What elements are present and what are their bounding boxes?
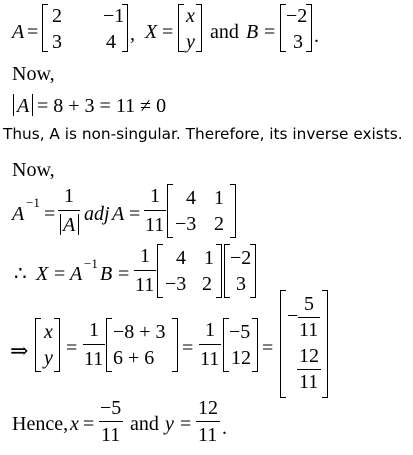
equals-sign: =: [83, 413, 95, 435]
and-word: and: [130, 413, 159, 435]
x-numerator: −5: [100, 397, 122, 419]
fraction-bar: [134, 270, 156, 271]
fraction-bar: [144, 210, 166, 211]
final-numerator: 12: [299, 345, 319, 367]
fraction-bar: [58, 210, 80, 211]
fraction-denominator: 11: [84, 348, 104, 370]
final-sign: −: [287, 305, 299, 327]
determinant-A: A: [17, 95, 30, 117]
fraction-numerator: 1: [89, 319, 99, 341]
matrix-cell: −3: [165, 273, 187, 295]
non-singular-statement: Thus, A is non-singular. Therefore, its inverse exists.: [3, 125, 403, 143]
bracket-right: [230, 184, 236, 238]
matrix-cell: 2: [214, 213, 224, 235]
matrix-A-cell: 2: [52, 5, 62, 27]
vector-cell: y: [44, 347, 53, 369]
bracket-left: [106, 318, 112, 372]
adj-word: adj: [84, 203, 110, 225]
fraction-numerator: 1: [205, 319, 215, 341]
y-denominator: 11: [198, 424, 218, 446]
matrix-cell: 4: [176, 247, 186, 269]
equals-sign: =: [118, 263, 130, 285]
matrix-B-label: B: [246, 21, 259, 43]
x-variable: x: [70, 413, 79, 435]
bracket-right: [322, 290, 328, 398]
fraction-bar: [199, 344, 221, 345]
fraction-denominator: A: [63, 214, 76, 236]
abs-bar: [32, 94, 33, 116]
bracket-right: [250, 244, 256, 298]
now-label: Now,: [12, 63, 55, 85]
bracket-left: [35, 318, 41, 372]
fraction-bar: [99, 421, 123, 422]
implies-arrow: ⇒: [10, 338, 29, 363]
bracket-right: [306, 4, 312, 52]
inverse-A: A: [12, 203, 25, 225]
period: .: [314, 25, 319, 47]
matrix-A-label: A: [12, 21, 25, 43]
equals-sign: =: [66, 337, 78, 359]
vector-cell: −2: [230, 247, 252, 269]
matrix-cell: −3: [175, 213, 197, 235]
matrix-X-label: X: [145, 21, 158, 43]
vector-cell: x: [44, 321, 53, 343]
fraction-denominator: 11: [200, 348, 220, 370]
fraction-bar: [196, 421, 220, 422]
equals-sign: =: [54, 263, 66, 285]
A-variable: A: [70, 263, 83, 285]
matrix-cell: 4: [186, 187, 196, 209]
vector-cell: 6 + 6: [113, 347, 155, 369]
equals-sign: =: [180, 413, 192, 435]
abs-bar: [60, 214, 61, 235]
bracket-left: [178, 4, 184, 52]
equals-sign: =: [27, 21, 39, 43]
comma: ,: [130, 23, 135, 45]
matrix-A-cell: 3: [52, 31, 62, 53]
B-variable: B: [100, 263, 113, 285]
period: .: [222, 417, 227, 439]
fraction-numerator: 1: [150, 185, 160, 207]
vector-B-cell: 3: [293, 31, 303, 53]
matrix-cell: 2: [202, 273, 212, 295]
equals-sign: =: [264, 21, 276, 43]
vector-cell: 12: [231, 347, 251, 369]
determinant-value: = 8 + 3 = 11 ≠ 0: [37, 95, 167, 117]
equals-sign: =: [182, 337, 194, 359]
vector-X-cell: x: [186, 5, 195, 27]
vector-cell: −8 + 3: [113, 321, 166, 343]
y-numerator: 12: [198, 397, 218, 419]
fraction-denominator: 11: [145, 214, 165, 236]
fraction-bar: [297, 369, 321, 370]
inverse-superscript: −1: [26, 195, 40, 210]
y-variable: y: [165, 413, 174, 435]
bracket-left: [42, 4, 48, 52]
vector-X-cell: y: [186, 31, 195, 53]
matrix-A-cell: −1: [103, 5, 125, 27]
equals-sign: =: [162, 21, 174, 43]
equals-sign: =: [129, 203, 141, 225]
fraction-bar: [83, 344, 105, 345]
vector-cell: 3: [236, 273, 246, 295]
equals-sign: =: [262, 337, 274, 359]
bracket-right: [172, 318, 178, 372]
matrix-cell: 1: [204, 247, 214, 269]
matrix-A-cell: 4: [106, 31, 116, 53]
fraction-denominator: 11: [135, 274, 155, 296]
X-variable: X: [36, 263, 49, 285]
final-denominator: 11: [299, 319, 319, 341]
matrix-cell: 1: [214, 187, 224, 209]
bracket-left: [157, 244, 163, 298]
x-denominator: 11: [101, 424, 121, 446]
bracket-right: [252, 318, 258, 372]
abs-bar: [78, 214, 79, 235]
fraction-bar: [298, 317, 320, 318]
bracket-right: [54, 318, 60, 372]
bracket-right: [196, 4, 202, 52]
vector-B-cell: −2: [286, 5, 308, 27]
vector-cell: −5: [229, 321, 251, 343]
adj-A: A: [112, 203, 125, 225]
now-label: Now,: [12, 159, 55, 181]
bracket-right: [122, 4, 128, 52]
inverse-superscript: −1: [84, 256, 98, 271]
bracket-right: [216, 244, 222, 298]
final-numerator: 5: [304, 293, 314, 315]
abs-bar: [13, 94, 14, 116]
bracket-left: [167, 184, 173, 238]
and-word: and: [210, 21, 239, 43]
hence-word: Hence,: [12, 413, 69, 435]
final-denominator: 11: [299, 371, 319, 393]
equals-sign: =: [44, 203, 56, 225]
fraction-numerator: 1: [140, 245, 150, 267]
fraction-numerator: 1: [64, 185, 74, 207]
therefore-symbol: ∴: [14, 263, 27, 285]
bracket-left: [280, 290, 286, 398]
